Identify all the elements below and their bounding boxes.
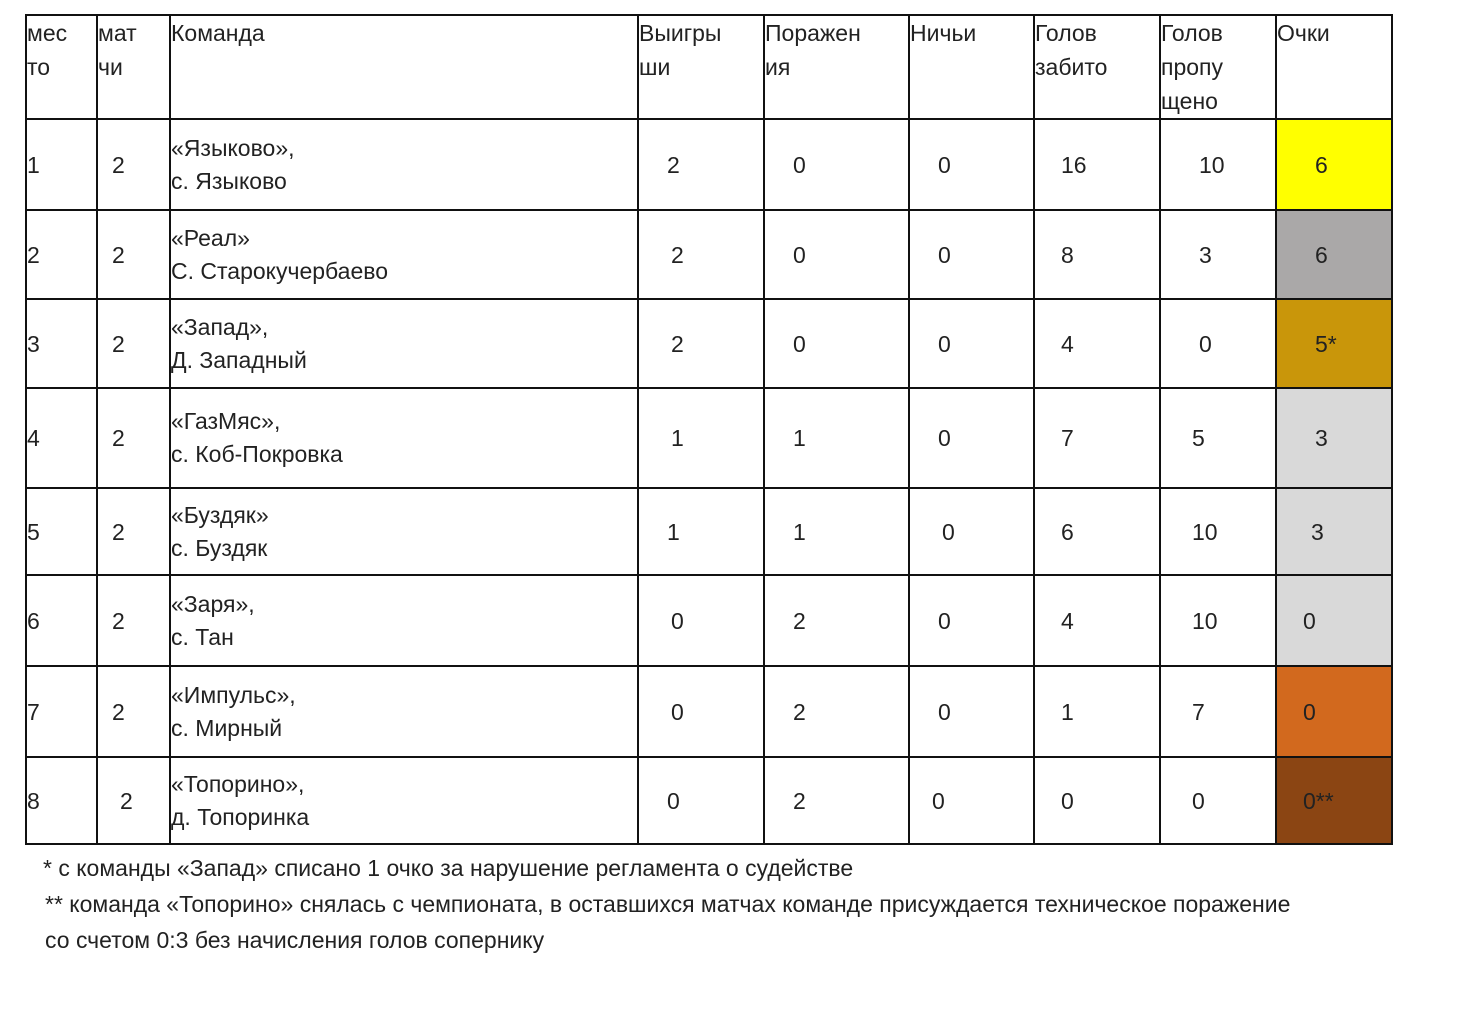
team-location: с. Мирный xyxy=(171,714,283,741)
cell-goals-conceded: 10 xyxy=(1160,488,1276,575)
cell-matches: 2 xyxy=(97,488,170,575)
header-place xyxy=(26,15,97,119)
footnote-penalty: * с команды «Запад» списано 1 очко за нарушение регламента о судействе xyxy=(43,855,854,881)
team-name: «Реал» xyxy=(171,224,250,251)
cell-place: 4 xyxy=(26,388,97,488)
cell-matches: 2 xyxy=(97,119,170,210)
table-row xyxy=(26,757,1392,844)
team-location: с. Буздяк xyxy=(171,534,268,561)
cell-draws: 0 xyxy=(909,299,1034,388)
cell-place: 3 xyxy=(26,299,97,388)
cell-goals-conceded: 10 xyxy=(1160,119,1276,210)
cell-goals-scored: 16 xyxy=(1034,119,1160,210)
cell-goals-scored: 4 xyxy=(1034,575,1160,666)
header-matches xyxy=(97,15,170,119)
cell-points: 5* xyxy=(1276,299,1392,388)
header-line: Команда xyxy=(171,20,265,46)
cell-team xyxy=(170,757,638,844)
standings-table xyxy=(25,14,1393,845)
cell-losses: 2 xyxy=(764,666,909,757)
team-name: «Заря», xyxy=(171,590,255,617)
cell-goals-scored: 0 xyxy=(1034,757,1160,844)
cell-points: 3 xyxy=(1276,388,1392,488)
cell-place: 6 xyxy=(26,575,97,666)
cell-goals-scored: 6 xyxy=(1034,488,1160,575)
cell-points: 6 xyxy=(1276,210,1392,299)
table-row xyxy=(26,666,1392,757)
cell-points: 6 xyxy=(1276,119,1392,210)
cell-goals-conceded: 0 xyxy=(1160,757,1276,844)
cell-losses: 2 xyxy=(764,757,909,844)
cell-losses: 0 xyxy=(764,299,909,388)
header-wins xyxy=(638,15,764,119)
cell-goals-scored: 8 xyxy=(1034,210,1160,299)
cell-place: 8 xyxy=(26,757,97,844)
cell-wins: 1 xyxy=(638,388,764,488)
header-line: Ничьи xyxy=(910,20,977,46)
cell-wins: 1 xyxy=(638,488,764,575)
header-line: чи xyxy=(98,54,123,80)
cell-place: 7 xyxy=(26,666,97,757)
team-location: с. Языково xyxy=(171,167,287,194)
header-line: Очки xyxy=(1277,20,1330,46)
cell-matches: 2 xyxy=(97,575,170,666)
team-location: Д. Западный xyxy=(171,346,307,373)
cell-draws: 0 xyxy=(909,119,1034,210)
cell-goals-scored: 7 xyxy=(1034,388,1160,488)
header-line: ши xyxy=(639,54,671,80)
cell-team xyxy=(170,119,638,210)
cell-goals-conceded: 5 xyxy=(1160,388,1276,488)
team-location: с. Тан xyxy=(171,623,234,650)
cell-draws: 0 xyxy=(909,757,1034,844)
header-losses xyxy=(764,15,909,119)
cell-draws: 0 xyxy=(909,575,1034,666)
header-goals-scored xyxy=(1034,15,1160,119)
cell-goals-conceded: 3 xyxy=(1160,210,1276,299)
cell-place: 2 xyxy=(26,210,97,299)
header-line: Поражен xyxy=(765,20,861,46)
cell-draws: 0 xyxy=(909,388,1034,488)
header-goals-conceded xyxy=(1160,15,1276,119)
cell-points: 0** xyxy=(1276,757,1392,844)
team-location: с. Коб-Покровка xyxy=(171,441,343,467)
cell-goals-conceded: 0 xyxy=(1160,299,1276,388)
footnotes xyxy=(45,850,1290,958)
cell-place: 1 xyxy=(26,119,97,210)
header-line: мат xyxy=(98,20,137,46)
cell-goals-conceded: 7 xyxy=(1160,666,1276,757)
cell-goals-scored: 1 xyxy=(1034,666,1160,757)
header-points xyxy=(1276,15,1392,119)
cell-team xyxy=(170,210,638,299)
table-row xyxy=(26,575,1392,666)
header-team xyxy=(170,15,638,119)
header-line: то xyxy=(27,54,51,80)
footnote-withdrawal: ** команда «Топорино» снялась с чемпионата, в оставшихся матчах команде присуждается техническое поражение xyxy=(45,891,1291,917)
cell-matches: 2 xyxy=(97,666,170,757)
header-line: Голов xyxy=(1161,20,1223,46)
cell-losses: 0 xyxy=(764,119,909,210)
cell-wins: 2 xyxy=(638,210,764,299)
footnote-withdrawal-continued: со счетом 0:3 без начисления голов сопернику xyxy=(45,927,545,953)
cell-matches: 2 xyxy=(97,210,170,299)
cell-goals-conceded: 10 xyxy=(1160,575,1276,666)
header-line: забито xyxy=(1035,54,1108,80)
team-location: С. Старокучербаево xyxy=(171,257,389,284)
team-name: «Импульс», xyxy=(171,681,296,708)
cell-draws: 0 xyxy=(909,210,1034,299)
cell-losses: 0 xyxy=(764,210,909,299)
team-name: «Запад», xyxy=(171,313,269,340)
table-row xyxy=(26,488,1392,575)
team-name: «Языково», xyxy=(171,134,295,161)
table-row xyxy=(26,299,1392,388)
cell-team xyxy=(170,388,638,488)
cell-points: 0 xyxy=(1276,575,1392,666)
cell-matches: 2 xyxy=(97,299,170,388)
table-row xyxy=(26,119,1392,210)
header-line: Голов xyxy=(1035,20,1097,46)
cell-losses: 1 xyxy=(764,388,909,488)
cell-matches: 2 xyxy=(97,388,170,488)
cell-goals-scored: 4 xyxy=(1034,299,1160,388)
header-line: Выигры xyxy=(639,20,722,46)
team-name: «Буздяк» xyxy=(171,501,269,528)
cell-draws: 0 xyxy=(909,488,1034,575)
header-row xyxy=(26,15,1392,119)
header-draws xyxy=(909,15,1034,119)
cell-team xyxy=(170,575,638,666)
table-row xyxy=(26,210,1392,299)
cell-wins: 0 xyxy=(638,575,764,666)
header-line: щено xyxy=(1161,88,1218,114)
cell-wins: 0 xyxy=(638,666,764,757)
cell-wins: 2 xyxy=(638,119,764,210)
header-line: мес xyxy=(27,20,68,46)
cell-team xyxy=(170,299,638,388)
cell-team xyxy=(170,488,638,575)
table-body xyxy=(26,119,1392,844)
cell-losses: 1 xyxy=(764,488,909,575)
cell-points: 0 xyxy=(1276,666,1392,757)
team-location: д. Топоринка xyxy=(171,803,310,830)
cell-team xyxy=(170,666,638,757)
cell-losses: 2 xyxy=(764,575,909,666)
cell-wins: 2 xyxy=(638,299,764,388)
header-line: ия xyxy=(765,54,791,80)
table-row xyxy=(26,388,1392,488)
header-line: пропу xyxy=(1161,54,1223,80)
team-name: «Топорино», xyxy=(171,770,305,797)
cell-matches: 2 xyxy=(97,757,170,844)
cell-draws: 0 xyxy=(909,666,1034,757)
cell-place: 5 xyxy=(26,488,97,575)
cell-wins: 0 xyxy=(638,757,764,844)
cell-points: 3 xyxy=(1276,488,1392,575)
team-name: «ГазМяс», xyxy=(171,408,281,434)
